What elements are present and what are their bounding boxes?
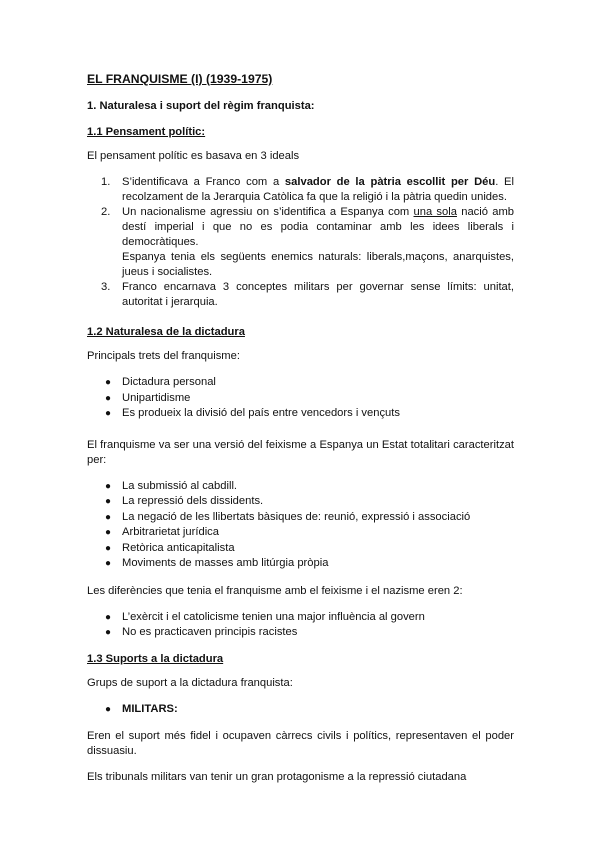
paragraph-differences: Les diferències que tenia el franquisme amb el feixisme i el nazisme eren 2: (87, 584, 463, 597)
list-item (87, 510, 514, 526)
list-item (87, 610, 514, 626)
list-item (87, 205, 514, 280)
item-extra-text: Espanya tenia els següents enemics naturals: liberals,maçons, anarquistes, jueus i socialistes. (122, 251, 514, 278)
item-text: Un nacionalisme agressiu on s’identifica a Espanya com (122, 206, 414, 218)
ideals-list (87, 175, 514, 310)
bullet-icon: ● (105, 392, 112, 404)
list-item (87, 556, 514, 572)
subsection-heading-political-thought: 1.1 Pensament polític: (87, 126, 206, 138)
item-text: Dictadura personal (122, 376, 216, 388)
bullet-icon: ● (105, 703, 112, 715)
item-text: Unipartidisme (122, 391, 191, 404)
subsection-heading-supports: 1.3 Suports a la dictadura (87, 652, 224, 665)
paragraph-intro: Grups de suport a la dictadura franquista: (87, 676, 293, 689)
bullet-icon: ● (105, 542, 112, 554)
list-item (87, 525, 514, 541)
item-number: 1. (101, 176, 111, 188)
bullet-icon: ● (105, 408, 112, 419)
totalitarian-list (87, 479, 514, 572)
differences-list (87, 610, 514, 641)
list-item (87, 702, 514, 718)
item-number: 2. (101, 206, 111, 218)
item-text: L’exèrcit i el catolicisme tenien una major influència al govern (122, 610, 425, 623)
groups-list (87, 702, 514, 718)
subsection-heading-dictatorship-nature: 1.2 Naturalesa de la dictadura (87, 326, 245, 338)
paragraph-intro: Principals trets del franquisme: (87, 350, 240, 362)
list-item (87, 541, 514, 557)
list-item (87, 375, 514, 391)
list-item (87, 625, 514, 641)
item-text: La negació de les llibertats bàsiques de: reunió, expressió i associació (122, 510, 471, 523)
list-item (87, 391, 514, 407)
traits-list (87, 375, 514, 422)
list-item (87, 406, 514, 422)
bullet-icon: ● (105, 611, 112, 623)
bullet-icon: ● (105, 480, 112, 492)
item-text: La repressió dels dissidents. (122, 495, 264, 507)
list-item (87, 494, 514, 510)
paragraph-totalitarian: El franquisme va ser una versió del feixisme a Espanya un Estat totalitari caracteritzat per: (87, 438, 514, 466)
document-title: EL FRANQUISME (I) (1939-1975) (87, 72, 273, 86)
group-label: MILITARS: (122, 702, 178, 715)
bullet-icon: ● (105, 627, 112, 638)
bullet-icon: ● (105, 558, 112, 569)
item-number: 3. (101, 281, 111, 293)
item-text: Moviments de masses amb litúrgia pròpia (122, 557, 329, 569)
list-item (87, 175, 514, 205)
document-page (87, 72, 514, 796)
paragraph-military-support: Eren el suport més fidel i ocupaven càrrecs civils i polítics, representaven el poder dissuasiu. (87, 730, 514, 757)
paragraph-military-tribunals: Els tribunals militars van tenir un gran protagonisme a la repressió ciutadana (87, 771, 467, 783)
bullet-icon: ● (105, 511, 112, 523)
item-text: Retòrica anticapitalista (122, 541, 235, 554)
item-text: . El recolzament de la Jerarquia Catòlica fa que la religió i la pàtria quedin unides. (122, 176, 514, 203)
list-item (87, 479, 514, 495)
bullet-icon: ● (105, 527, 112, 538)
item-underlined-text: una sola (413, 206, 457, 218)
item-text: nació amb destí imperial i que no es podia contaminar amb les idees liberals i democràtiques. (122, 206, 514, 248)
list-item (87, 280, 514, 310)
item-text: No es practicaven principis racistes (122, 626, 298, 638)
item-text: La submissió al cabdill. (122, 479, 238, 492)
item-bold-text: salvador de la pàtria escollit per Déu (284, 176, 496, 188)
item-text: Es produeix la divisió del país entre vencedors i vençuts (122, 407, 400, 419)
bullet-icon: ● (105, 377, 112, 388)
item-text: Arbitrarietat jurídica (122, 526, 219, 538)
item-text: Franco encarnava 3 conceptes militars per governar sense límits: unitat, autoritat i jerarquia. (122, 281, 514, 308)
section-heading: 1. Naturalesa i suport del règim franquista: (87, 100, 315, 112)
bullet-icon: ● (105, 496, 112, 507)
paragraph-intro: El pensament polític es basava en 3 ideals (87, 150, 300, 162)
item-text: S’identificava a Franco com a (122, 176, 285, 188)
